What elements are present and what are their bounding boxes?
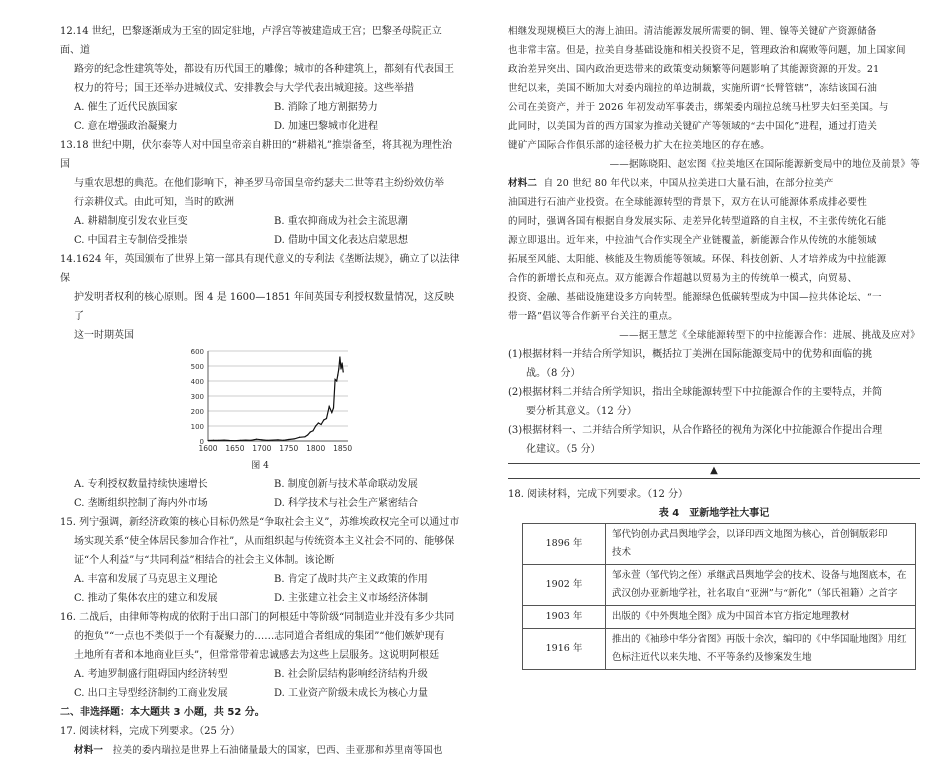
option-d: D. 借助中国文化表达启蒙思想 (274, 235, 409, 246)
option-d: D. 主张建立社会主义市场经济体制 (274, 593, 429, 604)
events-table (522, 523, 916, 670)
option-b: B. 重农抑商成为社会主流思潮 (274, 216, 408, 227)
y-tick-label: 0 (199, 438, 204, 446)
option-c: C. 垄断组织控制了海内外市场 (74, 498, 208, 509)
data-point (336, 380, 337, 381)
option-b: B. 制度创新与技术革命联动发展 (274, 479, 418, 490)
data-point (333, 407, 334, 408)
material-2 (508, 174, 920, 345)
stem-line: 14.1624 年，英国颁布了世界上第一部具有现代意义的专利法《垄断法规》，确立了以法律保 (60, 254, 460, 284)
option-c: C. 推动了集体农庄的建立和发展 (74, 593, 218, 604)
option-d: D. 科学技术与社会生产紧密结合 (274, 498, 419, 509)
requirement-cont: 要分析其意义。（12 分） (526, 406, 637, 417)
y-tick-label: 400 (190, 378, 204, 386)
material-line: 的同时，强调各国有根据自身发展实际、走差异化转型道路的自主权，不主张传统化石能 (508, 216, 887, 227)
data-point (337, 374, 338, 375)
year-cell: 1896 年 (523, 524, 606, 565)
triangle-separator: ▲ (508, 463, 920, 479)
data-point (299, 437, 300, 438)
table-row (523, 606, 916, 629)
options (60, 212, 460, 250)
material-source: ——据陈晓阳、赵宏图《拉美地区在国际能源新变局中的地位及前景》等 (609, 159, 920, 170)
stem-line: 路旁的纪念性建筑等处，都设有历代国王的雕像；城市的各种建筑上，都刻有代表国王 (74, 64, 454, 75)
y-tick-label: 600 (190, 348, 204, 356)
event-cell: 推出的《袖珍中华分省图》再版十余次，编印的《中华国耻地图》用红 色标注近代以来失地、不平等条约及惨案发生地 (606, 629, 916, 670)
data-point (339, 356, 340, 357)
options (60, 475, 460, 513)
stem-line: 的抱负”“一点也不类似于一个有凝聚力的……志同道合者组成的集团”“他们嫉妒现有 (74, 631, 445, 642)
x-tick-label: 1750 (279, 444, 299, 453)
data-point (277, 439, 278, 440)
stem-line: 15. 列宁强调，新经济政策的核心目标仍然是“争取社会主义”，苏维埃政权完全可以通过市 (60, 517, 460, 528)
data-point (207, 440, 208, 441)
options (60, 665, 460, 703)
material-source: ——据王慧芝《全球能源转型下的中拉能源合作：进展、挑战及应对》 (619, 330, 920, 341)
material-line: 带一路”倡议等合作新平台关注的重点。 (508, 311, 678, 322)
material-line: 相继发现规模巨大的海上油田。清洁能源发展所需要的铜、锂、镍等关键矿产资源储备 (508, 26, 877, 37)
data-point (312, 430, 313, 431)
material-line: 也非常丰富。但是，拉美自身基础设施和相关投资不足，管理政治和腐败等问题，加上国家间 (508, 45, 906, 56)
stem-line: 与重农思想的典范。在他们影响下，神圣罗马帝国皇帝约瑟夫二世等君主纷纷效仿举 (74, 178, 444, 189)
data-point (304, 436, 305, 437)
year-cell: 1916 年 (523, 629, 606, 670)
y-tick-label: 200 (190, 408, 204, 416)
q18-intro: 18. 阅读材料，完成下列要求。（12 分） (508, 489, 688, 500)
option-d: D. 工业资产阶级未成长为核心力量 (274, 688, 429, 699)
data-point (283, 440, 284, 441)
y-tick-label: 300 (190, 393, 204, 401)
data-point (267, 440, 268, 441)
data-point (250, 440, 251, 441)
options (60, 570, 460, 608)
material-line: 拓展至风能、太阳能、核能及生物质能等领域。环保、科技创新、人才培养成为中拉能源 (508, 254, 887, 265)
data-point (318, 422, 319, 423)
data-point (341, 362, 342, 363)
x-tick-label: 1850 (333, 444, 353, 453)
section-heading: 二、非选择题：本大题共 3 小题，共 52 分。 (60, 707, 265, 718)
data-point (326, 418, 327, 419)
table-row (523, 565, 916, 606)
requirement: (2)根据材料二并结合所学知识，指出全球能源转型下中拉能源合作的主要特点，并简 (508, 387, 883, 398)
data-point (288, 439, 289, 440)
material-line: 油国进行石油产业投资。在全球能源转型的背景下，双方在认可能源体系成排必要性 (508, 197, 867, 208)
material-label: 材料一 (74, 745, 104, 756)
event-cell: 邹代钧创办武昌舆地学会，以译印西文地图为核心，首创铜版彩印 技术 (606, 524, 916, 565)
material-line: 源立即退出。近年来，中拉油气合作实现全产业链覆盖，新能源合作从传统的水能领域 (508, 235, 877, 246)
data-point (261, 439, 262, 440)
stem-line: 12.14 世纪，巴黎逐渐成为王室的固定驻地，卢浮宫等被建造成王宫；巴黎圣母院正立面、道 (60, 26, 442, 56)
option-b: B. 肯定了战时共产主义政策的作用 (274, 574, 428, 585)
option-b: B. 消除了地方割据势力 (274, 102, 378, 113)
option-b: B. 社会阶层结构影响经济结构升级 (274, 669, 428, 680)
data-point (240, 440, 241, 441)
option-a: A. 专利授权数量持续快速增长 (74, 479, 208, 490)
option-a: A. 丰富和发展了马克思主义理论 (74, 574, 218, 585)
stem-line: 16. 二战后，由律师等构成的依附于出口部门的阿根廷中等阶级“同制造业并没有多少共同 (60, 612, 455, 623)
year-cell: 1902 年 (523, 565, 606, 606)
data-point (331, 412, 332, 413)
material-line: 合作的新增长点和亮点。双方能源合作超越以贸易为主的传统单一模式，向贸易、 (508, 273, 858, 284)
q17-requirements (508, 345, 920, 459)
event-cell: 出版的《中外舆地全图》成为中国首本官方指定地理教材 (606, 606, 916, 629)
year-cell: 1903 年 (523, 606, 606, 629)
data-point (334, 379, 335, 380)
requirement-cont: 化建议。（5 分） (526, 444, 601, 455)
data-point (272, 440, 273, 441)
stem-line: 场实现关系“使全体居民参加合作社”，从而组织起与传统资本主义社会不同的、能够保 (74, 536, 455, 547)
data-point (323, 419, 324, 420)
material-1-continued (508, 22, 920, 174)
option-a: A. 耕耤制度引发农业巨变 (74, 216, 188, 227)
y-tick-label: 100 (190, 423, 204, 431)
data-point (256, 439, 257, 440)
data-point (245, 440, 246, 441)
option-a: A. 催生了近代民族国家 (74, 102, 178, 113)
stem-line: 护发明者权利的核心原则。图 4 是 1600—1851 年间英国专利授权数量情况，这反映了 (74, 292, 454, 322)
table-row (523, 524, 916, 565)
stem-line: 土地所有者和本地商业巨头”，但常常带着忠诚感去为这些上层服务。这说明阿根廷 (74, 650, 440, 661)
requirement-cont: 战。（8 分） (526, 368, 581, 379)
x-tick-label: 1650 (225, 444, 245, 453)
data-point (315, 425, 316, 426)
table-caption: 表 4 亚新地学社大事记 (658, 508, 770, 519)
data-point (340, 368, 341, 369)
options (60, 98, 460, 136)
data-point (213, 440, 214, 441)
data-point (338, 368, 339, 369)
option-a: A. 考迪罗制盛行阻碍国内经济转型 (74, 669, 228, 680)
material-line: 键矿产国际合作俱乐部的途径极力扩大在拉美地区的存在感。 (508, 140, 770, 151)
stem-line: 行亲耕仪式。由此可知，当时的欧洲 (74, 197, 234, 208)
q17-intro: 17. 阅读材料，完成下列要求。（25 分） (60, 726, 240, 737)
data-point (229, 440, 230, 441)
figure-4 (60, 345, 460, 457)
data-point (224, 440, 225, 441)
material-line: 世纪以来，美国不断加大对委内瑞拉的单边制裁，实施所谓“长臂管辖”，冻结该国石油 (508, 83, 878, 94)
figure-caption: 图 4 (251, 461, 269, 471)
event-cell: 邹永萱（邹代钧之侄）承继武昌舆地学会的技术、设备与地图底本，在 武汉创办亚新地学社，社名取自“亚洲”与“新化”（邹氏祖籍）之首字 (606, 565, 916, 606)
option-c: C. 出口主导型经济制约工商业发展 (74, 688, 228, 699)
table-row (523, 629, 916, 670)
y-tick-label: 500 (190, 363, 204, 371)
requirement: (3)根据材料一、二并结合所学知识，从合作路径的视角为深化中拉能源合作提出合理 (508, 425, 883, 436)
requirement: (1)根据材料一并结合所学知识，概括拉丁美洲在国际能源变局中的优势和面临的挑 (508, 349, 873, 360)
data-point (320, 424, 321, 425)
question-13 (60, 136, 460, 250)
stem-line: 证“个人利益”与“共同利益”相结合的社会主义体制。该论断 (74, 555, 335, 566)
data-point (343, 371, 344, 372)
material-line: 政治差异突出、国内政治更迭带来的政策变动频繁等问题影响了其能源资源的开发。21 (508, 64, 880, 75)
option-c: C. 中国君主专制倍受推崇 (74, 235, 188, 246)
material-line: 公司在美资产，并于 2026 年初发动军事袭击，绑架委内瑞拉总统马杜罗夫妇至美国。与 (508, 102, 889, 113)
material-line: 自 20 世纪 80 年代以来，中国从拉美进口大量石油，在部分拉美产 (543, 178, 834, 189)
material-line: 此同时，以美国为首的西方国家为推动关键矿产等领域的“去中国化”进程，通过打造关 (508, 121, 878, 132)
left-column (60, 22, 460, 760)
question-14 (60, 250, 460, 513)
stem-line: 13.18 世纪中期，伏尔泰等人对中国皇帝亲自耕田的“耕耤礼”推崇备至，将其视为理性治国 (60, 140, 453, 170)
material-line: 拉美的委内瑞拉是世界上石油储量最大的国家，巴西、圭亚那和苏里南等国也 (112, 745, 443, 756)
stem-line: 权力的符号；国王还举办进城仪式、安排教会与大学代表出城迎接。这些举措 (74, 83, 414, 94)
data-point (294, 438, 295, 439)
option-d: D. 加速巴黎城市化进程 (274, 121, 379, 132)
patent-chart (60, 345, 460, 457)
data-point (329, 406, 330, 407)
stem-line: 这一时期英国 (74, 330, 134, 341)
data-point (310, 431, 311, 432)
question-16 (60, 608, 460, 703)
data-point (234, 440, 235, 441)
option-c: C. 意在增强政治凝聚力 (74, 121, 178, 132)
question-15 (60, 513, 460, 608)
x-tick-label: 1700 (252, 444, 272, 453)
data-point (218, 440, 219, 441)
material-label: 材料二 (508, 178, 538, 189)
material-line: 投资、金融、基础设施建设多方向转型。能源绿色低碳转型成为中国—拉共体论坛、“一 (508, 292, 882, 303)
question-12 (60, 22, 460, 136)
series-line (208, 357, 343, 441)
right-column (508, 22, 920, 670)
data-point (307, 434, 308, 435)
material-1-first-line (60, 741, 460, 760)
x-tick-label: 1800 (306, 444, 326, 453)
x-tick-label: 1600 (198, 444, 218, 453)
